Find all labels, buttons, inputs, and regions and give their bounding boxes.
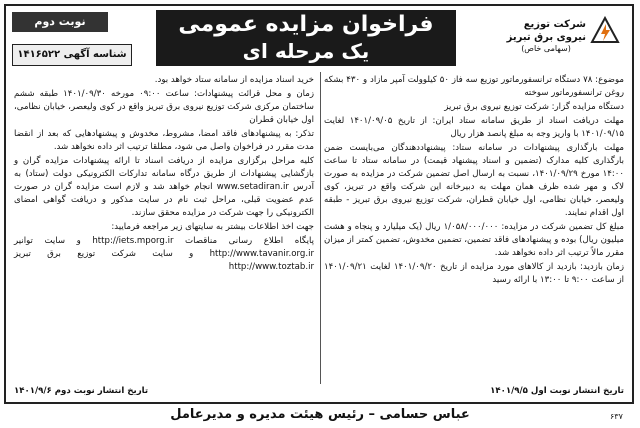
right-column xyxy=(324,74,624,288)
left-column xyxy=(14,74,314,275)
turn-badge: نوبت دوم xyxy=(12,12,108,32)
title-line-2: یک مرحله ای xyxy=(242,39,370,63)
company-logo xyxy=(506,12,626,58)
paragraph: پایگاه اطلاع رسانی مناقصات http://iets.mporg.ir و سایت توانیر http://www.tavanir.org.ir و سایت شرکت توزیع برق تبریز http://www.toztab.ir xyxy=(14,236,314,272)
paragraph: خرید اسناد مزایده از سامانه ستاد خواهد بود. xyxy=(154,75,314,85)
paragraph: موضوع: ۷۸ دستگاه ترانسفورماتور توزیع سه فاز ۵۰ کیلوولت آمپر مازاد و ۴۳۰ بشکه روغن ترانسفورماتور سوخته xyxy=(324,75,624,98)
paragraph: مهلت بارگذاری پیشنهادات در سامانه ستاد: پیشنهاددهندگان می‌بایست ضمن بارگذاری کلیه مدارک (تضمین و اسناد پیشنهاد قیمت) در سامانه ستاد تا ساعت ۱۴:۰۰ مورخ ۱۴۰۱/۰۹/۲۹، نسبت به ارسال اصل تضمین شرکت در مزایده به صورت لاک و مهر شده ظرف همان مهلت به دبیرخانه این شرکت واقع در تبریز، کوی ولیعصر، خیابان نظامی، اول خیابان قطران، شرکت توزیع نیروی برق تبریز - طبقه اول اقدام نمایند. xyxy=(324,143,624,218)
paragraph: جهت اخذ اطلاعات بیشتر به سایتهای زیر مراجعه فرمایید: xyxy=(111,222,314,232)
paragraph: کلیه مراحل برگزاری مزایده از دریافت اسناد تا ارائه پیشنهادات مزایده گران و بازگشایی پیشنهادات از طریق درگاه سامانه تدارکات الکترونیکی دولت (ستاد) به آدرس www.setadiran.ir انجام خواهد شد و لازم است مزایده گران در صورت عدم عضویت قبلی، مراحل ثبت نام در سایت مذکور و دریافت گواهی امضای الکترونیکی را جهت شرکت در مزایده محقق سازند. xyxy=(14,156,314,218)
paragraph: مهلت دریافت اسناد از طریق سامانه ستاد ایران: از تاریخ ۱۴۰۱/۰۹/۰۵ لغایت ۱۴۰۱/۰۹/۱۵ با واریز وجه به مبلغ پانصد هزار ریال xyxy=(324,116,624,139)
paragraph: تذکر: به پیشنهادهای فاقد امضا، مشروط، مخدوش و پیشنهادهایی که بعد از انقضا مدت مقرر در فراخوان واصل می شود، مطلقا ترتیب اثر داده نخواهد شد. xyxy=(14,129,314,152)
paragraph: دستگاه مزایده گزار: شرکت توزیع نیروی برق تبریز xyxy=(444,102,624,112)
logo-text: شرکت توزیع نیروی برق تبریز xyxy=(506,19,586,43)
first-publish-date: تاریخ انتشار نوبت اول ۱۴۰۱/۹/۵ xyxy=(490,386,624,396)
ad-id: شناسه آگهی ۱۴۱۶۵۲۲ xyxy=(12,44,132,66)
signature-line: عباس حسامی – رئیس هیئت مدیره و مدیرعامل xyxy=(170,407,470,422)
page-number: ۶۳۷ xyxy=(610,412,623,421)
paragraph: زمان و محل قرائت پیشنهادات: ساعت ۰۹:۰۰ مورخه ۱۴۰۱/۰۹/۳۰ طبقه ششم ساختمان مرکزی شرکت توزیع نیروی برق تبریز واقع در کوی ولیعصر، خیابان نظامی، اول خیابان قطران xyxy=(14,89,315,125)
second-publish-date: تاریخ انتشار نوبت دوم ۱۴۰۱/۹/۶ xyxy=(14,386,149,396)
logo-subtext: (سهامی خاص) xyxy=(521,44,571,53)
paragraph: مبلغ کل تضمین شرکت در مزایده: ۱/۰۵۸/۰۰۰/۰۰۰ ریال (یک میلیارد و پنجاه و هشت میلیون ریال) بوده و پیشنهادهای فاقد تضمین، تضمین مخدوش، تضمین کمتر از میزان مقرر مالاً ترتیب اثر داده نخواهد شد. xyxy=(324,222,624,258)
column-divider xyxy=(320,72,321,384)
paragraph: زمان بازدید: بازدید از کالاهای مورد مزایده از تاریخ ۱۴۰۱/۰۹/۲۰ لغایت ۱۴۰۱/۰۹/۲۱ از ساعت ۹:۰۰ تا ۱۳:۰۰ با ارائه رسید xyxy=(324,262,624,285)
header xyxy=(6,6,632,68)
title-line-1: فراخوان مزایده عمومی xyxy=(178,12,434,37)
notice-title xyxy=(156,10,456,66)
notice-frame xyxy=(4,4,634,404)
logo-mark-icon xyxy=(590,16,620,46)
